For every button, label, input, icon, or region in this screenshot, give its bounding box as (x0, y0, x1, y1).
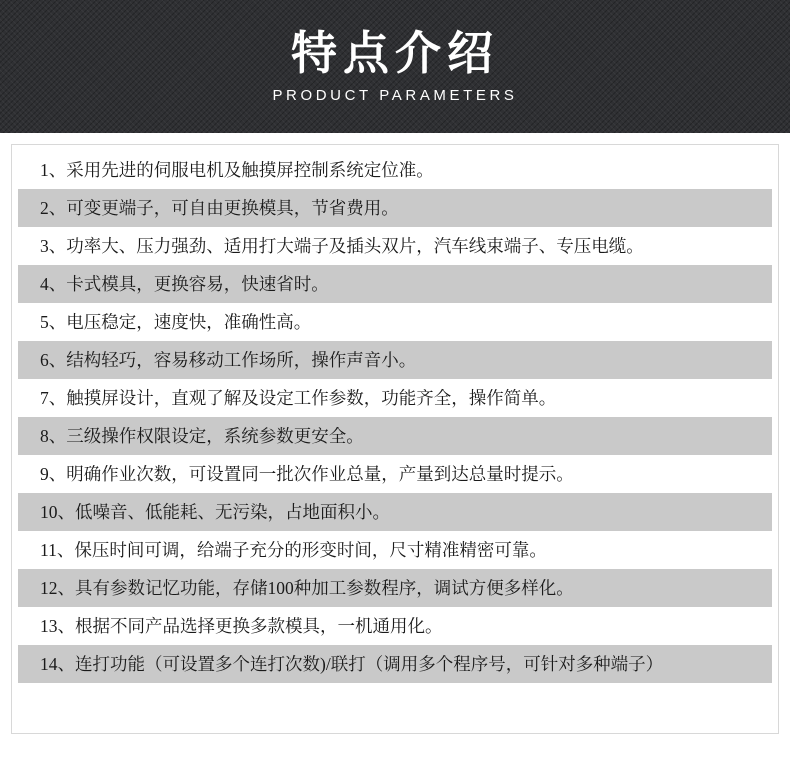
feature-list-item: 11、保压时间可调，给端子充分的形变时间，尺寸精准精密可靠。 (18, 531, 772, 569)
feature-list-item: 4、卡式模具，更换容易，快速省时。 (18, 265, 772, 303)
page-subtitle: PRODUCT PARAMETERS (272, 87, 518, 105)
feature-list-item: 12、具有参数记忆功能，存储100种加工参数程序，调试方便多样化。 (18, 569, 772, 607)
feature-list-item: 7、触摸屏设计，直观了解及设定工作参数，功能齐全，操作简单。 (18, 379, 772, 417)
feature-list-frame (11, 144, 779, 734)
feature-list-item: 3、功率大、压力强劲、适用打大端子及插头双片，汽车线束端子、专压电缆。 (18, 227, 772, 265)
feature-list-item: 13、根据不同产品选择更换多款模具，一机通用化。 (18, 607, 772, 645)
feature-list-item: 6、结构轻巧，容易移动工作场所，操作声音小。 (18, 341, 772, 379)
feature-list-item: 2、可变更端子，可自由更换模具，节省费用。 (18, 189, 772, 227)
feature-list-item: 8、三级操作权限设定，系统参数更安全。 (18, 417, 772, 455)
feature-list-item: 5、电压稳定，速度快，准确性高。 (18, 303, 772, 341)
page-header-banner (0, 0, 790, 133)
feature-list-item: 14、连打功能（可设置多个连打次数)/联打（调用多个程序号，可针对多种端子） (18, 645, 772, 683)
feature-list-item: 10、低噪音、低能耗、无污染，占地面积小。 (18, 493, 772, 531)
feature-list-item: 9、明确作业次数，可设置同一批次作业总量，产量到达总量时提示。 (18, 455, 772, 493)
page-title: 特点介绍 (291, 27, 499, 79)
feature-list-section (0, 133, 790, 758)
feature-list (18, 151, 772, 683)
feature-list-item: 1、采用先进的伺服电机及触摸屏控制系统定位准。 (18, 151, 772, 189)
